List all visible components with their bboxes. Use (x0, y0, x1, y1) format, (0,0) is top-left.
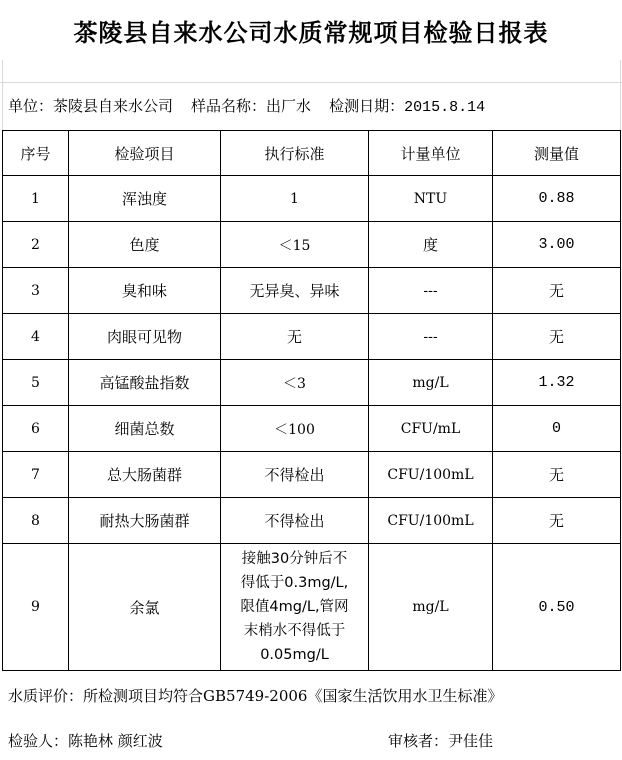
evaluation-label: 水质评价： (8, 687, 84, 705)
row-unit: CFU/100mL (369, 452, 493, 498)
row-item: 耐热大肠菌群 (69, 498, 221, 544)
table-row (3, 360, 621, 406)
water-quality-evaluation (8, 676, 502, 716)
evaluation-standard-code: GB5749-2006 (203, 687, 308, 705)
row-value: 无 (493, 268, 621, 314)
inspector-names: 陈艳林 颜红波 (68, 732, 163, 750)
table-row (3, 452, 621, 498)
report-info-line (8, 86, 485, 126)
table-row (3, 406, 621, 452)
header-standard: 执行标准 (221, 131, 369, 176)
row-no: 4 (3, 314, 69, 360)
row-standard: 无异臭、异味 (221, 268, 369, 314)
row-item: 细菌总数 (69, 406, 221, 452)
row-unit: CFU/100mL (369, 498, 493, 544)
header-value: 测量值 (493, 131, 621, 176)
report-title: 茶陵县自来水公司水质常规项目检验日报表 (73, 17, 549, 47)
table-row (3, 176, 621, 222)
row-value: 0.88 (493, 176, 621, 222)
row-item: 浑浊度 (69, 176, 221, 222)
row-unit: NTU (369, 176, 493, 222)
row-item: 总大肠菌群 (69, 452, 221, 498)
row-no: 2 (3, 222, 69, 268)
row-value: 无 (493, 498, 621, 544)
row-unit: --- (369, 314, 493, 360)
row-standard: 不得检出 (221, 452, 369, 498)
header-no: 序号 (3, 131, 69, 176)
standard-line: 末梢水不得低于 (243, 623, 346, 639)
reviewer (388, 722, 493, 760)
row-unit: mg/L (369, 544, 493, 671)
reviewer-label: 审核者： (388, 732, 449, 750)
table-row (3, 268, 621, 314)
table-row (3, 544, 621, 671)
row-standard: 无 (221, 314, 369, 360)
row-no: 9 (3, 544, 69, 671)
gridline (620, 60, 621, 130)
table-row (3, 222, 621, 268)
table-header-row (3, 131, 621, 176)
row-no: 5 (3, 360, 69, 406)
date-value: 2015.8.14 (404, 99, 486, 116)
header-item: 检验项目 (69, 131, 221, 176)
gridline (2, 60, 3, 130)
row-unit: --- (369, 268, 493, 314)
row-no: 1 (3, 176, 69, 222)
standard-line: 得低于0.3mg/L, (240, 575, 349, 591)
evaluation-standard-name: 《国家生活饮用水卫生标准》 (307, 687, 503, 705)
results-table (2, 130, 621, 671)
table-row (3, 314, 621, 360)
row-item: 色度 (69, 222, 221, 268)
row-value: 0 (493, 406, 621, 452)
unit-label: 单位： (8, 97, 54, 115)
row-standard: 1 (221, 176, 369, 222)
row-no: 7 (3, 452, 69, 498)
row-value: 1.32 (493, 360, 621, 406)
row-value: 无 (493, 314, 621, 360)
table-row (3, 498, 621, 544)
row-value: 0.50 (493, 544, 621, 671)
standard-line: 接触30分钟后不 (241, 551, 348, 567)
sample-label: 样品名称： (191, 97, 267, 115)
row-item: 余氯 (69, 544, 221, 671)
row-no: 6 (3, 406, 69, 452)
row-value: 无 (493, 452, 621, 498)
row-standard: ＜15 (221, 222, 369, 268)
row-no: 8 (3, 498, 69, 544)
row-standard (221, 544, 369, 671)
row-no: 3 (3, 268, 69, 314)
sample-value: 出厂水 (266, 97, 312, 115)
row-standard: ＜3 (221, 360, 369, 406)
evaluation-prefix: 所检测项目均符合 (83, 687, 204, 705)
standard-line: 限值4mg/L,管网 (240, 599, 349, 615)
gridline (0, 82, 622, 83)
row-unit: 度 (369, 222, 493, 268)
header-unit: 计量单位 (369, 131, 493, 176)
row-value: 3.00 (493, 222, 621, 268)
row-unit: mg/L (369, 360, 493, 406)
row-unit: CFU/mL (369, 406, 493, 452)
row-standard: 不得检出 (221, 498, 369, 544)
signoff-line (8, 722, 614, 760)
unit-value: 茶陵县自来水公司 (53, 97, 174, 115)
row-item: 肉眼可见物 (69, 314, 221, 360)
row-standard: ＜100 (221, 406, 369, 452)
standard-line: 0.05mg/L (260, 647, 329, 663)
inspector-label: 检验人： (8, 732, 69, 750)
date-label: 检测日期： (329, 97, 405, 115)
row-item: 高锰酸盐指数 (69, 360, 221, 406)
reviewer-name: 尹佳佳 (448, 732, 494, 750)
row-item: 臭和味 (69, 268, 221, 314)
